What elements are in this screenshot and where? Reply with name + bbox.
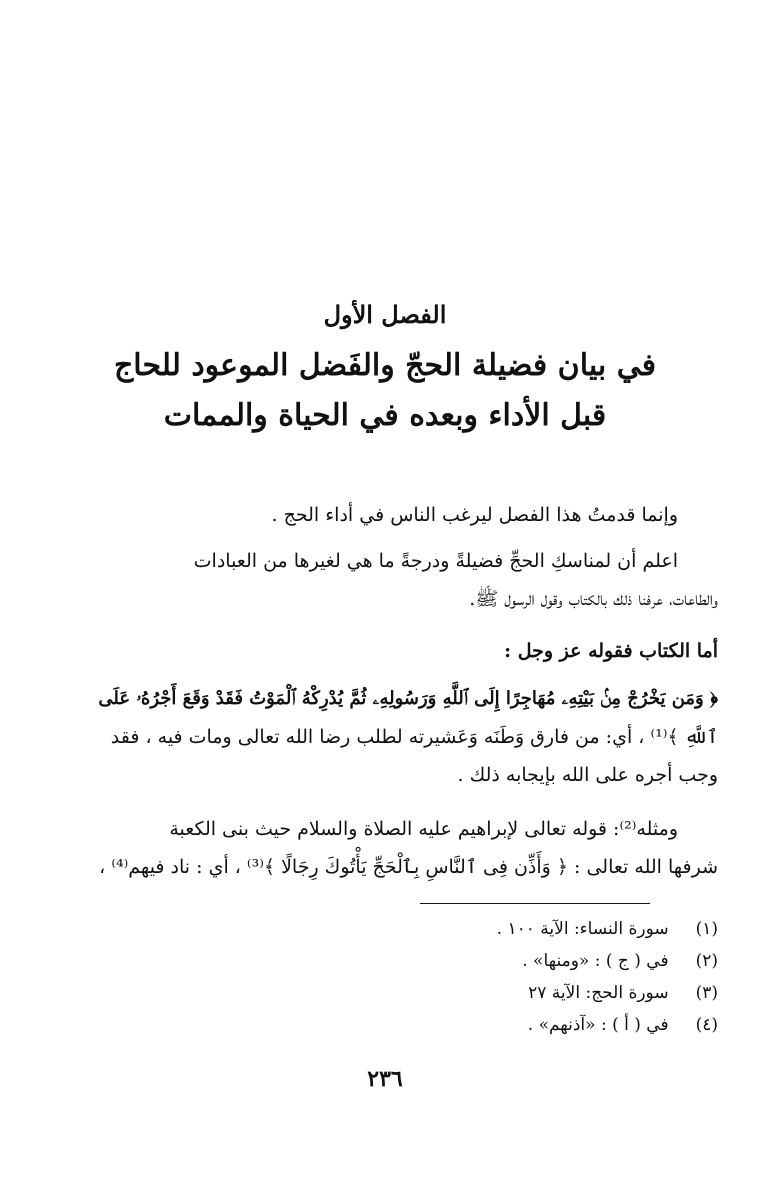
footnote-text: سورة النساء: الآية ١٠٠ . [496, 919, 669, 939]
footnote-number: (١) [695, 919, 718, 939]
chapter-title-line-1: في بيان فضيلة الحجّ والفَضل الموعود للحاج [113, 348, 657, 383]
verse-commentary-line: وجب أجره على الله بإيجابه ذلك . [457, 764, 718, 786]
verse-commentary-line: ٱللَّهِ ﴾⁽¹⁾ ، أي: من فارق وَطَنَه وَعَشيرته لطلب رضا الله تعالى ومات فيه ، فقد [110, 726, 718, 748]
section-subheading: أما الكتاب فقوله عز وجل : [504, 640, 718, 662]
footnote [180, 1012, 718, 1038]
footnote [180, 948, 718, 974]
footnote-number: (٣) [695, 983, 718, 1003]
chapter-title-line-2: قبل الأداء وبعده في الحياة والممات [163, 398, 607, 433]
footnote [180, 916, 718, 942]
chapter-label: الفصل الأول [323, 300, 447, 329]
paragraph-line: اعلم أن لمناسكِ الحجِّ فضيلةً ودرجةً ما هي لغيرها من العبادات [193, 550, 678, 572]
footnote-divider [420, 903, 650, 904]
paragraph-line: شرفها الله تعالى : ﴿ وَأَذِّن فِى ٱلنَّاسِ بِٱلْحَجِّ يَأْتُوكَ رِجَالًا ﴾⁽³⁾ ، أي : ناد فيهم⁽⁴⁾ ، [99, 856, 718, 878]
footnote-text: في ( أ ) : «آذنهم» . [527, 1015, 669, 1035]
paragraph-line: والطاعات، عرفنا ذلك بالكتاب وقول الرسول ﷺ. [469, 588, 718, 610]
footnote-number: (٤) [695, 1015, 718, 1035]
paragraph-line: ومثله⁽²⁾: قوله تعالى لإبراهيم عليه الصلاة والسلام حيث بنى الكعبة [169, 818, 678, 840]
footnote-text: في ( ج ) : «ومنها» . [522, 951, 669, 971]
page-number: ٢٣٦ [367, 1066, 403, 1092]
footnote-number: (٢) [695, 951, 718, 971]
quran-verse-line: ﴿ وَمَن يَخْرُجْ مِنۢ بَيْتِهِۦ مُهَاجِرًا إِلَى ٱللَّهِ وَرَسُولِهِۦ ثُمَّ يُدْرِكْهُ ٱلْمَوْتُ فَقَدْ وَقَعَ أَجْرُهُۥ عَلَى [98, 688, 718, 709]
footnote [180, 980, 718, 1006]
footnote-text: سورة الحج: الآية ٢٧ [528, 983, 669, 1003]
intro-sentence: وإنما قدمتُ هذا الفصل ليرغب الناس في أداء الحج . [271, 504, 678, 526]
